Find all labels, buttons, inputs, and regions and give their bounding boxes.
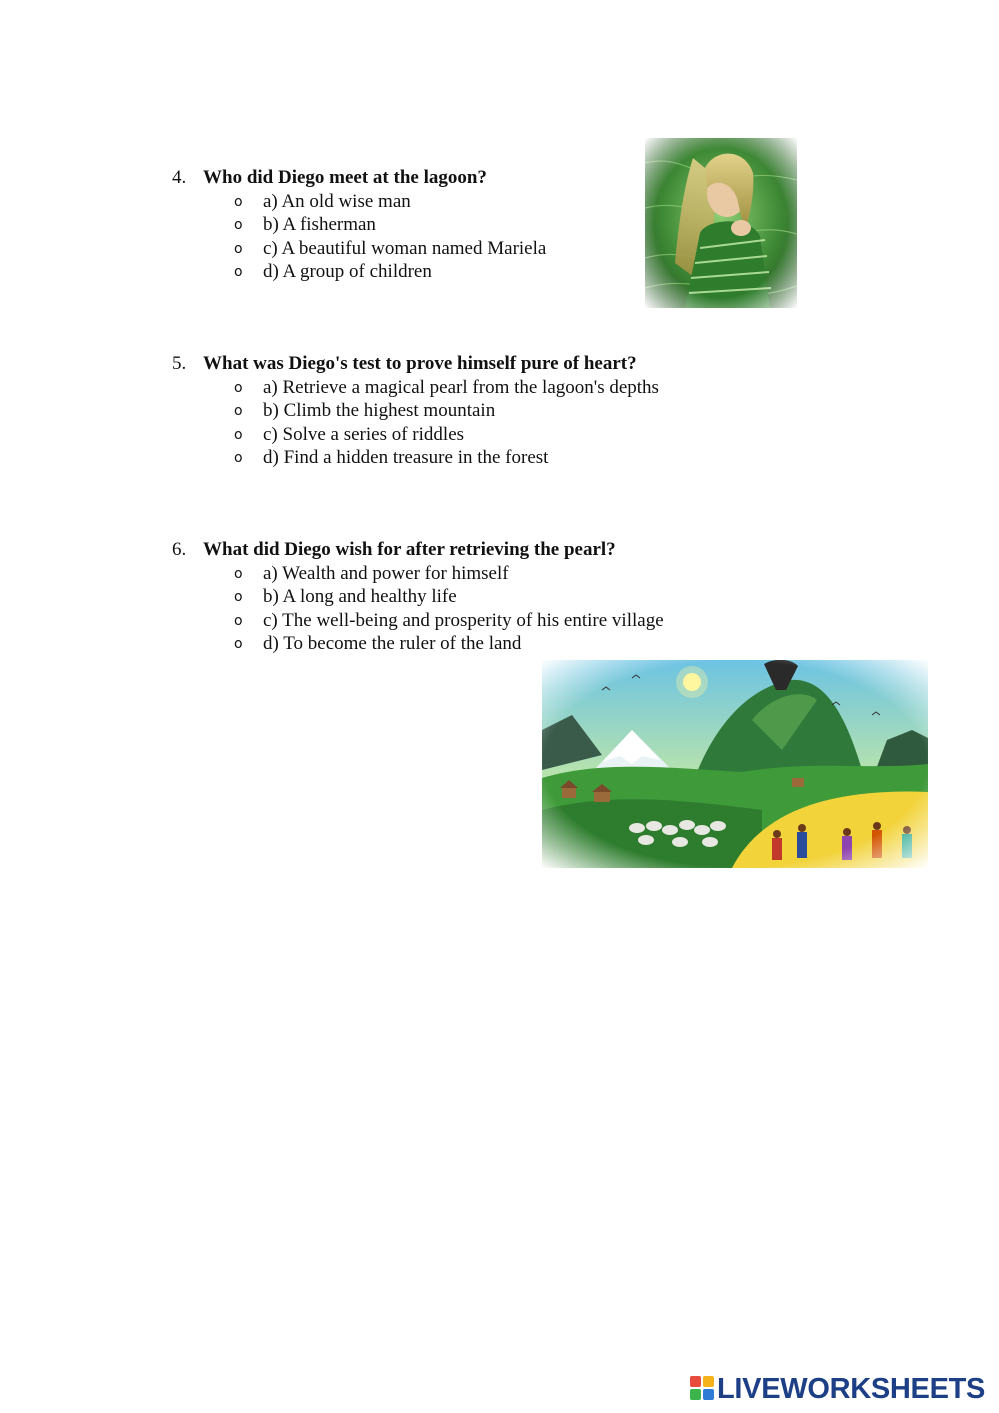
bullet-icon: o [234,380,243,396]
question-text: Who did Diego meet at the lagoon? [203,167,487,188]
option-text: c) The well-being and prosperity of his entire village [263,609,664,631]
answer-option[interactable] [172,399,732,422]
answer-option[interactable] [172,609,732,632]
option-text: d) Find a hidden treasure in the forest [263,446,549,468]
question-number: 6. [172,539,187,560]
option-text: c) Solve a series of riddles [263,423,465,445]
option-text: a) An old wise man [263,191,411,212]
answer-option[interactable] [172,446,732,469]
answer-options [172,376,732,469]
bullet-icon: o [234,612,243,629]
bullet-icon: o [234,263,243,280]
bullet-icon: o [234,449,243,466]
question-text: What did Diego wish for after retrieving the pearl? [203,539,616,560]
question-text: What was Diego's test to prove himself pure of heart? [203,353,637,374]
bullet-icon: o [234,589,243,606]
liveworksheets-tiles-icon [690,1376,714,1400]
bullet-icon: o [234,426,243,443]
brand-name: LIVEWORKSHEETS [717,1373,986,1405]
option-text: c) A beautiful woman named Mariela [263,237,547,259]
option-text: a) Retrieve a magical pearl from the lagoon's depths [263,377,659,398]
option-text: b) A fisherman [263,214,376,236]
andean-village-painting [542,660,928,868]
question-6 [172,538,732,655]
option-text: b) Climb the highest mountain [263,400,496,422]
option-text: b) A long and healthy life [263,586,457,608]
bullet-icon: o [234,635,243,652]
bullet-icon: o [234,566,243,582]
answer-options [172,562,732,655]
bullet-icon: o [234,403,243,420]
question-number: 5. [172,353,187,374]
option-text: d) To become the ruler of the land [263,632,522,654]
question-5-header [172,352,732,376]
answer-option[interactable] [172,632,732,655]
answer-option[interactable] [172,562,732,585]
option-text: d) A group of children [263,260,432,282]
bullet-icon: o [234,194,243,210]
question-number: 4. [172,167,187,188]
bullet-icon: o [234,217,243,234]
question-5 [172,352,732,469]
answer-option[interactable] [172,423,732,446]
answer-option[interactable] [172,585,732,608]
question-6-header [172,538,732,562]
bullet-icon: o [234,240,243,257]
option-text: a) Wealth and power for himself [263,563,509,584]
answer-option[interactable] [172,376,732,399]
lagoon-woman-image [645,138,797,308]
